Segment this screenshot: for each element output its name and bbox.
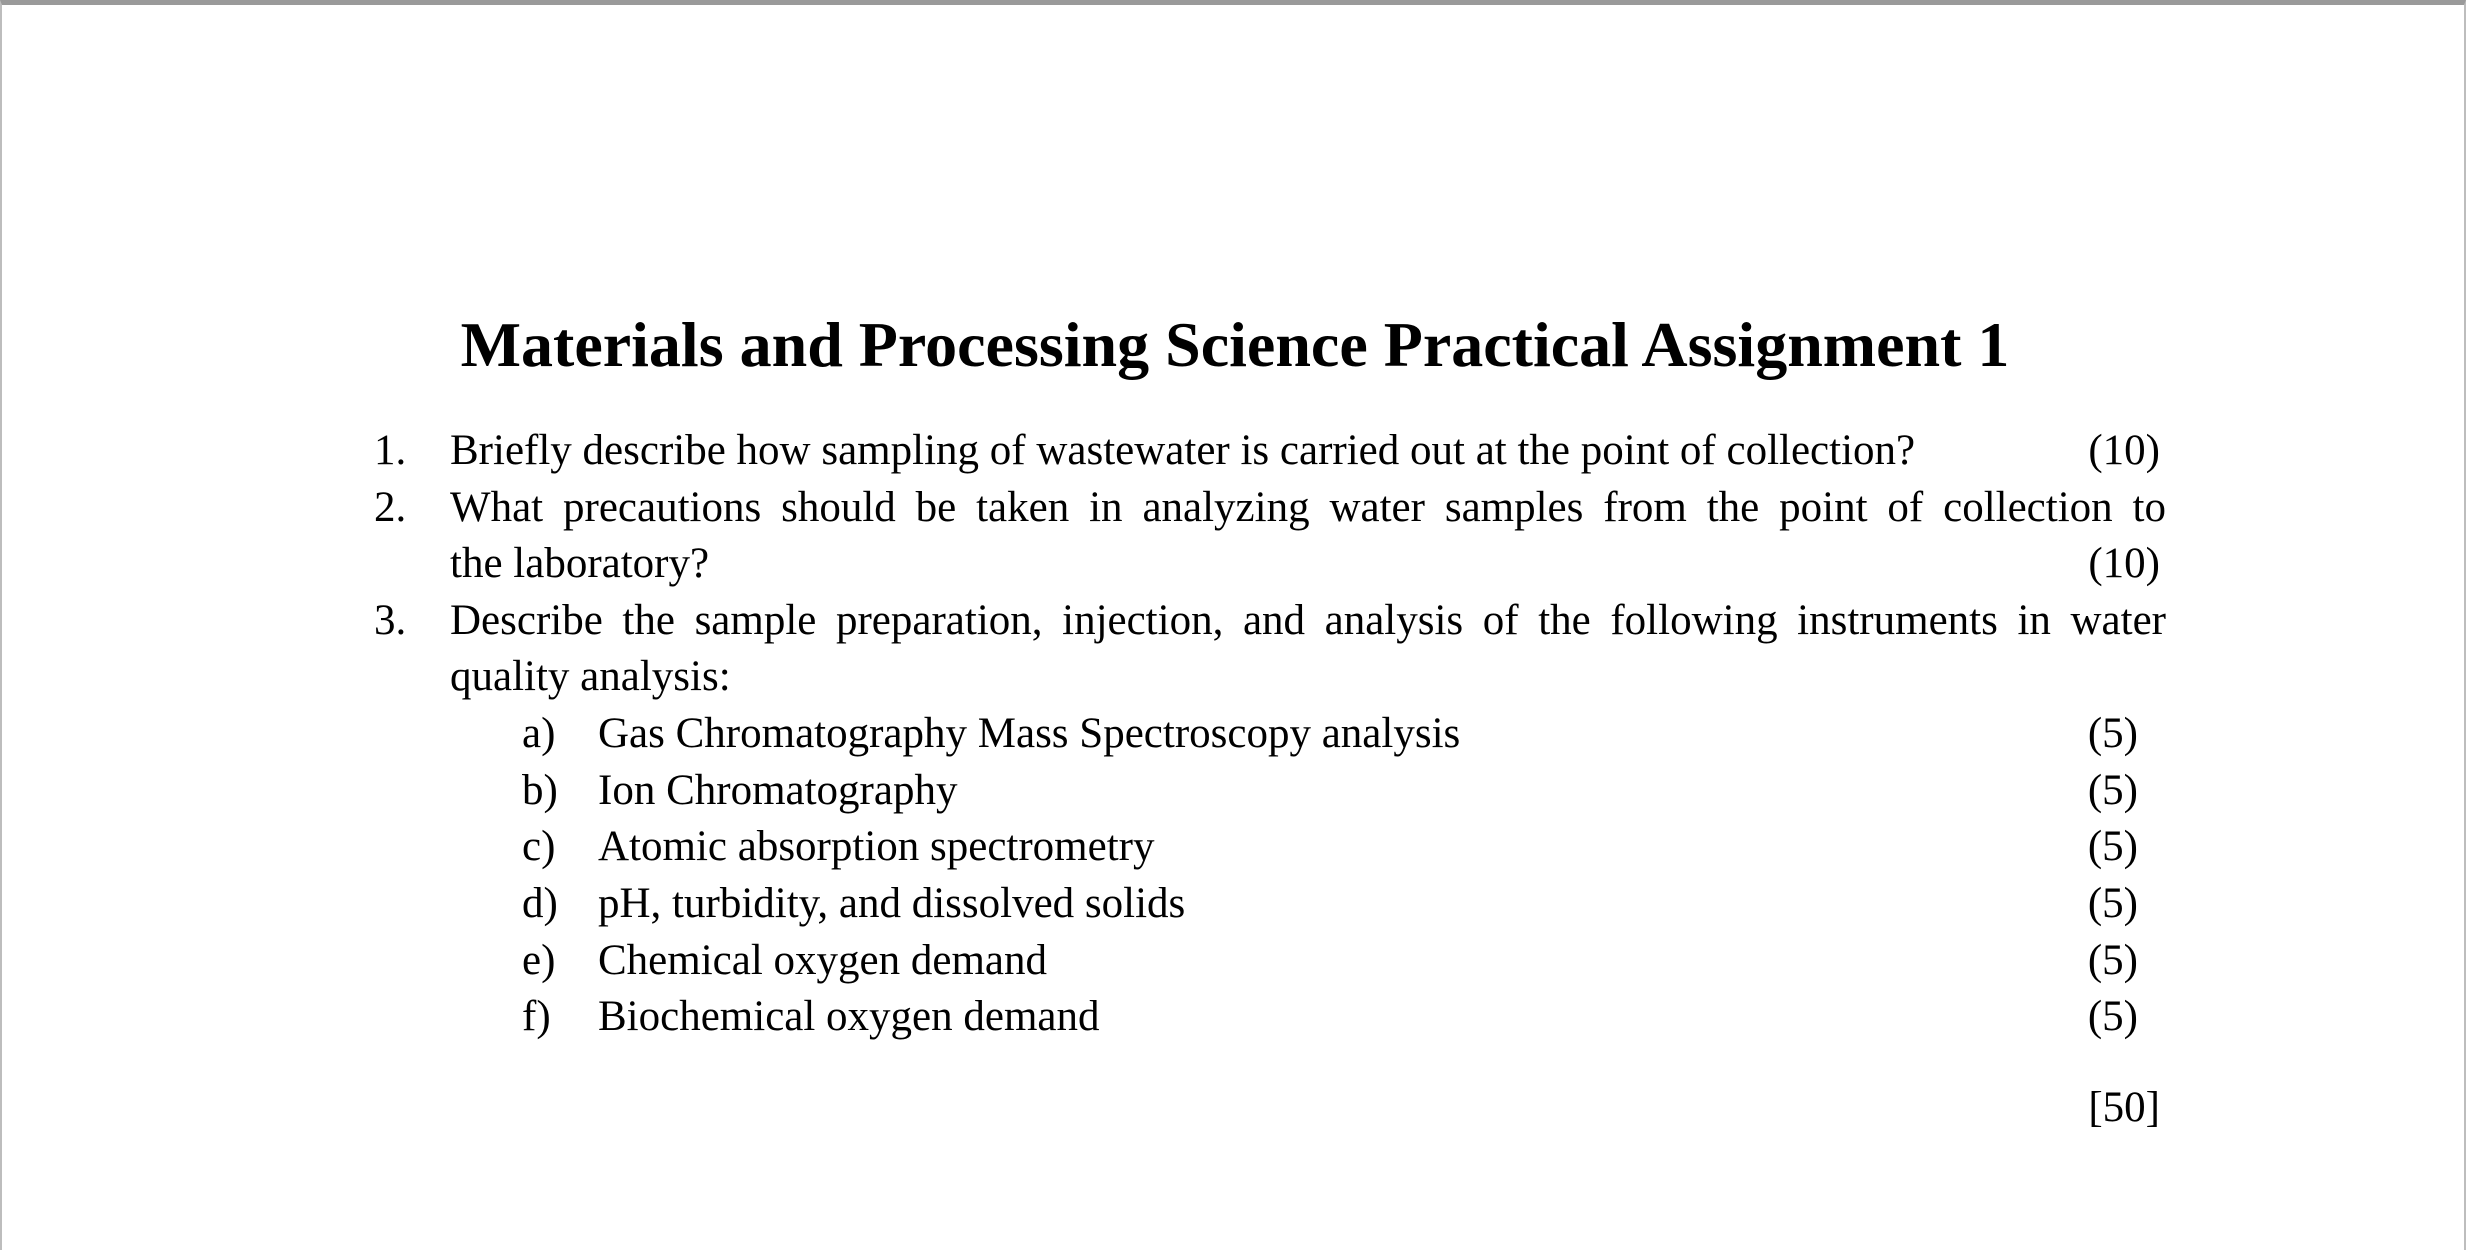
subpart-c-marks: (5)	[2087, 823, 2138, 870]
question-3-number: 3.	[374, 597, 407, 644]
question-1-number: 1.	[374, 427, 407, 474]
question-2-marks: (10)	[2088, 540, 2160, 587]
subpart-b-text: Ion Chromatography	[598, 767, 958, 814]
subpart-d-text: pH, turbidity, and dissolved solids	[598, 880, 1186, 927]
subpart-a-text: Gas Chromatography Mass Spectroscopy analysis	[598, 710, 1461, 757]
subpart-d-letter: d)	[522, 880, 558, 927]
question-2-text-line2: the laboratory?	[450, 540, 710, 587]
subpart-f-marks: (5)	[2087, 993, 2138, 1040]
question-3-text-line2: quality analysis:	[450, 653, 731, 700]
subpart-a-letter: a)	[522, 710, 556, 757]
question-2-number: 2.	[374, 484, 407, 531]
subpart-c-letter: c)	[522, 823, 556, 870]
subpart-a-marks: (5)	[2087, 710, 2138, 757]
subpart-d-marks: (5)	[2087, 880, 2138, 927]
subpart-e-letter: e)	[522, 937, 556, 984]
total-marks: [50]	[2088, 1084, 2160, 1131]
subpart-c-text: Atomic absorption spectrometry	[598, 823, 1155, 870]
page-title: Materials and Processing Science Practical Assignment 1	[460, 309, 2010, 380]
subpart-b-marks: (5)	[2087, 767, 2138, 814]
subpart-f-text: Biochemical oxygen demand	[598, 993, 1100, 1040]
subpart-f-letter: f)	[522, 993, 551, 1040]
subpart-e-text: Chemical oxygen demand	[598, 937, 1047, 984]
question-3-text-line1: Describe the sample preparation, injection, and analysis of the following instruments in water	[450, 597, 2166, 644]
question-1-text: Briefly describe how sampling of wastewater is carried out at the point of collection?	[450, 427, 1916, 474]
question-1-marks: (10)	[2088, 427, 2160, 474]
subpart-b-letter: b)	[522, 767, 558, 814]
question-2-text-line1: What precautions should be taken in analyzing water samples from the point of collection to	[450, 484, 2166, 531]
subpart-e-marks: (5)	[2087, 937, 2138, 984]
